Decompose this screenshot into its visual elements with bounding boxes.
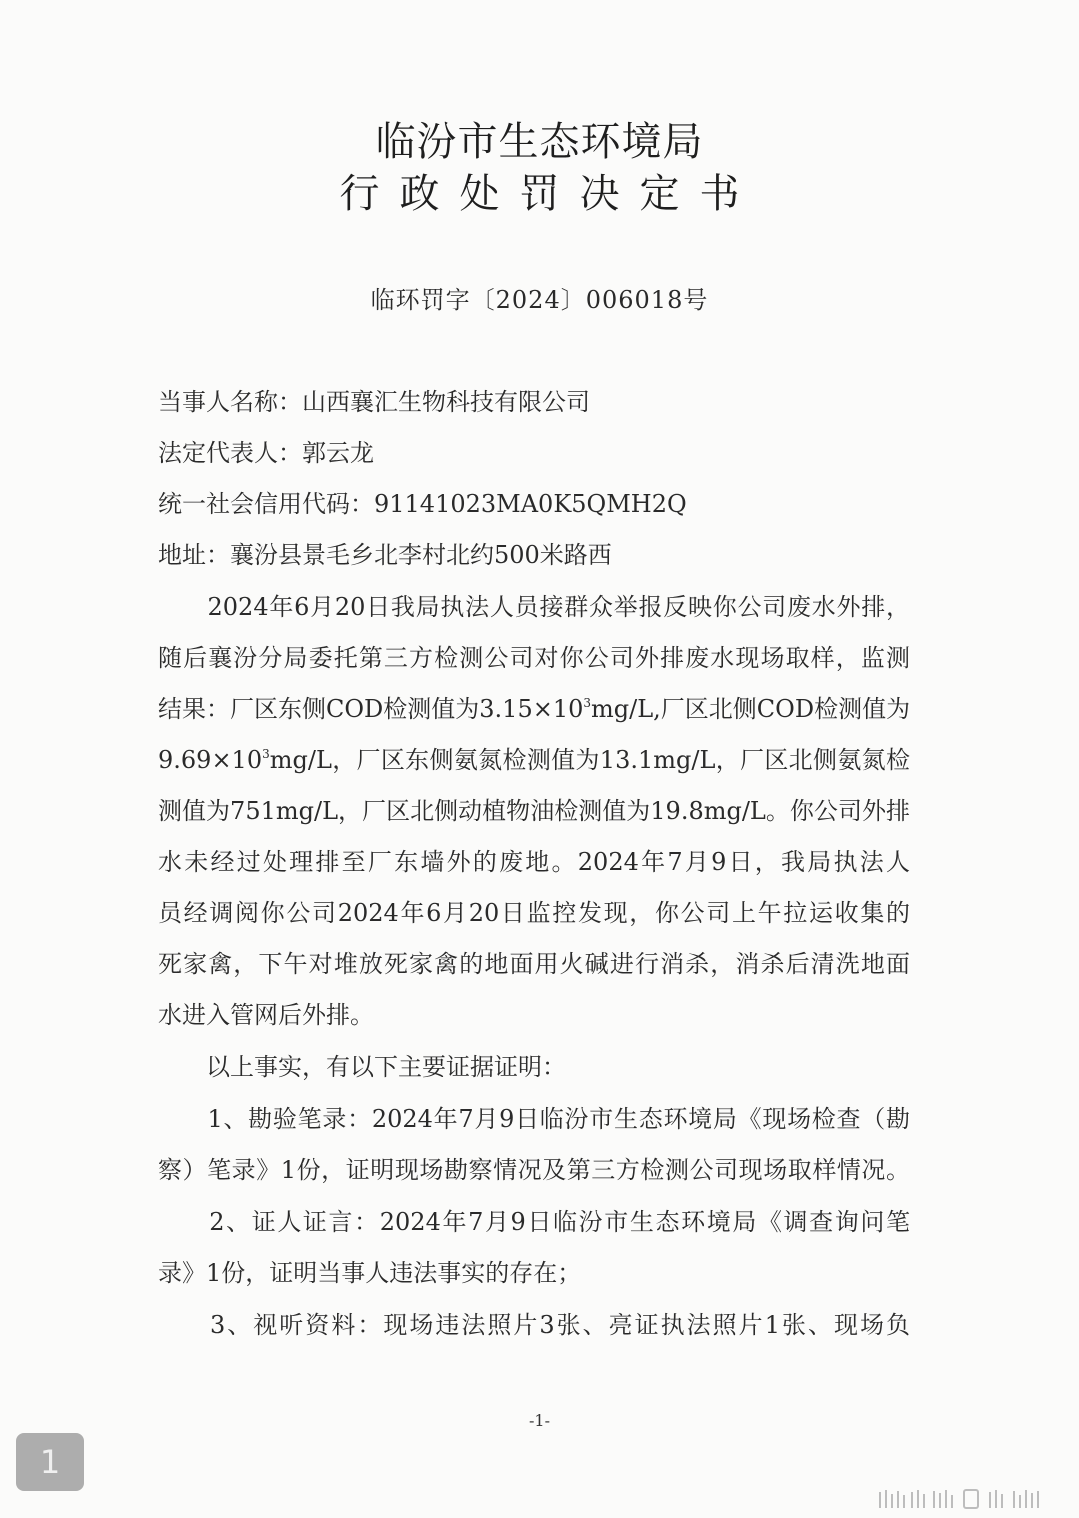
- body-line: 死家禽，下午对堆放死家禽的地面用火碱进行消杀，消杀后清洗地面: [158, 950, 910, 978]
- watermark-icon: [872, 1486, 1062, 1514]
- body-line: 员经调阅你公司2024年6月20日监控发现，你公司上午拉运收集的: [158, 899, 910, 927]
- body-line-text: mg/L，厂区东侧氨氮检测值为13.1mg/L，厂区北侧氨氮检: [269, 746, 910, 774]
- body-line: 2024年6月20日我局执法人员接群众举报反映你公司废水外排，: [158, 593, 910, 621]
- evidence-line: 2、证人证言：2024年7月9日临汾市生态环境局《调查询问笔: [158, 1208, 910, 1236]
- body-line: 水未经过处理排至厂东墙外的废地。2024年7月9日，我局执法人: [158, 848, 910, 876]
- body-line: [158, 743, 910, 777]
- evidence-line: 1、勘验笔录：2024年7月9日临汾市生态环境局《现场检查（勘: [158, 1105, 910, 1133]
- evidence-intro: 以上事实，有以下主要证据证明：: [158, 1053, 566, 1081]
- evidence-line: 录》1份，证明当事人违法事实的存在；: [158, 1259, 582, 1287]
- superscript: 3: [583, 696, 592, 710]
- body-line-text: 9.69×10: [158, 746, 263, 774]
- body-line: 随后襄汾分局委托第三方检测公司对你公司外排废水现场取样，监测: [158, 644, 910, 672]
- party-address: 地址：襄汾县景毛乡北李村北约500米路西: [158, 541, 612, 569]
- body-line-text: mg/L,厂区北侧COD检测值为: [591, 695, 911, 723]
- superscript: 3: [262, 747, 270, 761]
- page-number: -1-: [529, 1411, 550, 1430]
- evidence-line: 3、视听资料：现场违法照片3张、亮证执法照片1张、现场负: [158, 1311, 910, 1339]
- image-count-badge[interactable]: 1: [16, 1433, 84, 1491]
- evidence-line: 察）笔录》1份，证明现场勘察情况及第三方检测公司现场取样情况。: [158, 1156, 910, 1184]
- title-line-2: 行政处罚决定书: [339, 171, 760, 217]
- body-line: [158, 692, 910, 726]
- party-name: 当事人名称：山西襄汇生物科技有限公司: [158, 388, 590, 416]
- body-line-text: 结果：厂区东侧COD检测值为3.15×10: [158, 695, 584, 723]
- body-line: 水进入管网后外排。: [158, 1001, 374, 1029]
- title-line-1: 临汾市生态环境局: [375, 119, 704, 165]
- legal-representative: 法定代表人：郭云龙: [158, 439, 374, 467]
- body-line: 测值为751mg/L，厂区北侧动植物油检测值为19.8mg/L。你公司外排: [158, 797, 910, 825]
- credit-code: 统一社会信用代码：91141023MA0K5QMH2Q: [158, 490, 687, 518]
- document-number: 临环罚字〔2024〕006018号: [370, 286, 709, 314]
